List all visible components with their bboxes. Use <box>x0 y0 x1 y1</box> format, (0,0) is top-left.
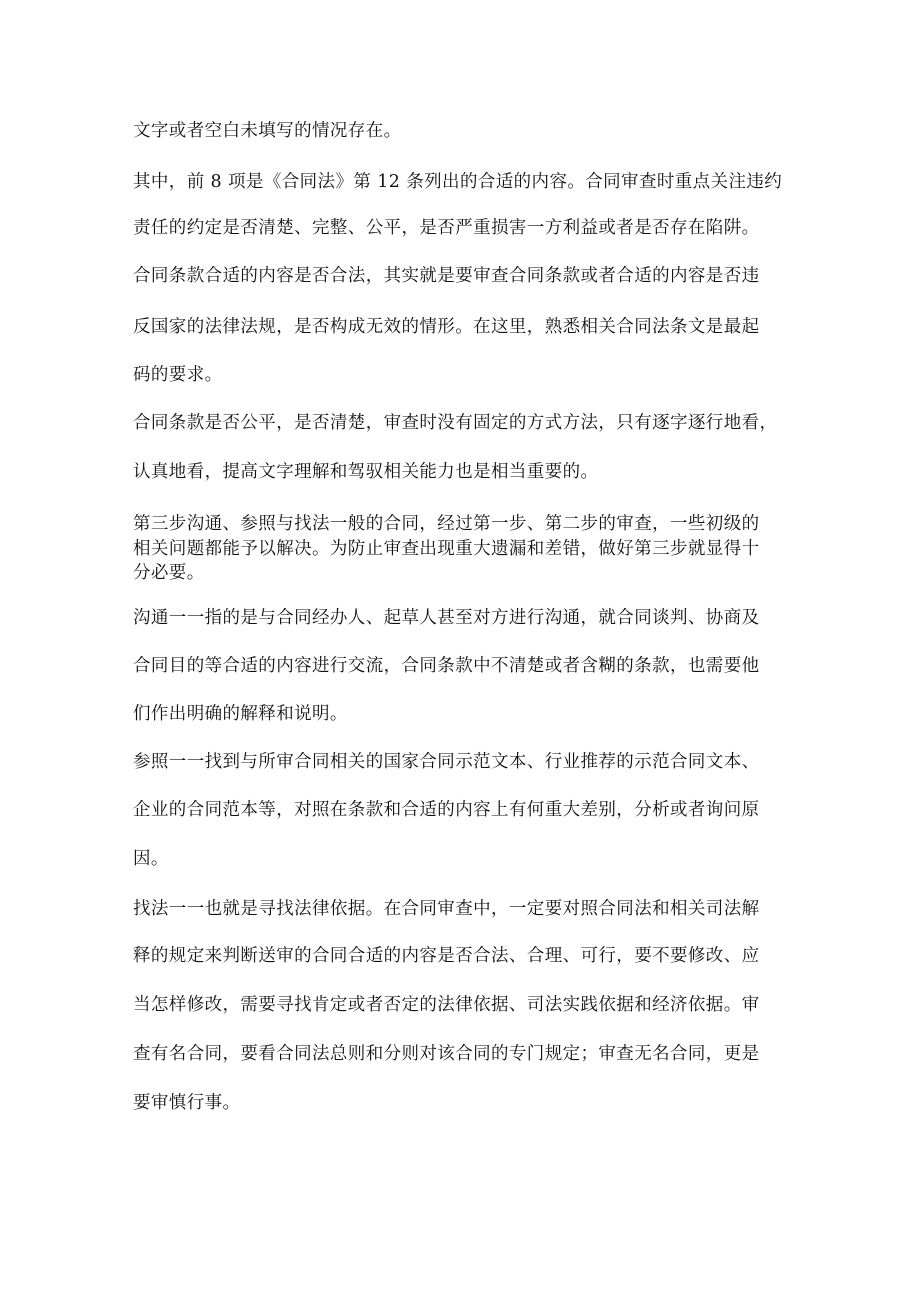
text-line: 查有名合同，要看合同法总则和分则对该合同的专门规定；审查无名合同，更是 <box>133 1044 760 1064</box>
text-line: 企业的合同范本等，对照在条款和合适的内容上有何重大差别，分析或者询问原 <box>133 800 760 820</box>
text-line: 认真地看，提高文字理解和驾驭相关能力也是相当重要的。 <box>133 462 599 482</box>
text-line: 其中，前 8 项是《合同法》第 12 条列出的合适的内容。合同审查时重点关注违约 <box>133 172 783 192</box>
text-line: 分必要。 <box>133 563 205 583</box>
text-line: 们作出明确的解释和说明。 <box>133 704 348 724</box>
text-line: 第三步沟通、参照与找法一般的合同，经过第一步、第二步的审查，一些初级的 <box>133 514 760 534</box>
text-line: 合同条款合适的内容是否合法，其实就是要审查合同条款或者合适的内容是否违 <box>133 266 760 286</box>
text-line: 当怎样修改，需要寻找肯定或者否定的法律依据、司法实践依据和经济依据。审 <box>133 995 760 1015</box>
text-line: 找法一一也就是寻找法律依据。在合同审查中，一定要对照合同法和相关司法解 <box>133 899 760 919</box>
text-line: 责任的约定是否清楚、完整、公平，是否严重损害一方利益或者是否存在陷阱。 <box>133 218 760 238</box>
text-line: 沟通一一指的是与合同经办人、起草人甚至对方进行沟通，就合同谈判、协商及 <box>133 608 760 628</box>
text-line: 相关问题都能予以解决。为防止审查出现重大遗漏和差错，做好第三步就显得十 <box>133 539 760 559</box>
text-line: 合同条款是否公平，是否清楚，审查时没有固定的方式方法，只有逐字逐行地看， <box>133 413 778 433</box>
text-line: 因。 <box>133 849 169 869</box>
text-line: 文字或者空白未填写的情况存在。 <box>133 121 402 141</box>
text-line: 反国家的法律法规，是否构成无效的情形。在这里，熟悉相关合同法条文是最起 <box>133 317 760 337</box>
text-line: 释的规定来判断送审的合同合适的内容是否合法、合理、可行，要不要修改、应 <box>133 946 760 966</box>
text-line: 参照一一找到与所审合同相关的国家合同示范文本、行业推荐的示范合同文本、 <box>133 752 760 772</box>
text-line: 要审慎行事。 <box>133 1093 241 1113</box>
text-line: 码的要求。 <box>133 365 223 385</box>
text-line: 合同目的等合适的内容进行交流，合同条款中不清楚或者含糊的条款，也需要他 <box>133 656 760 676</box>
